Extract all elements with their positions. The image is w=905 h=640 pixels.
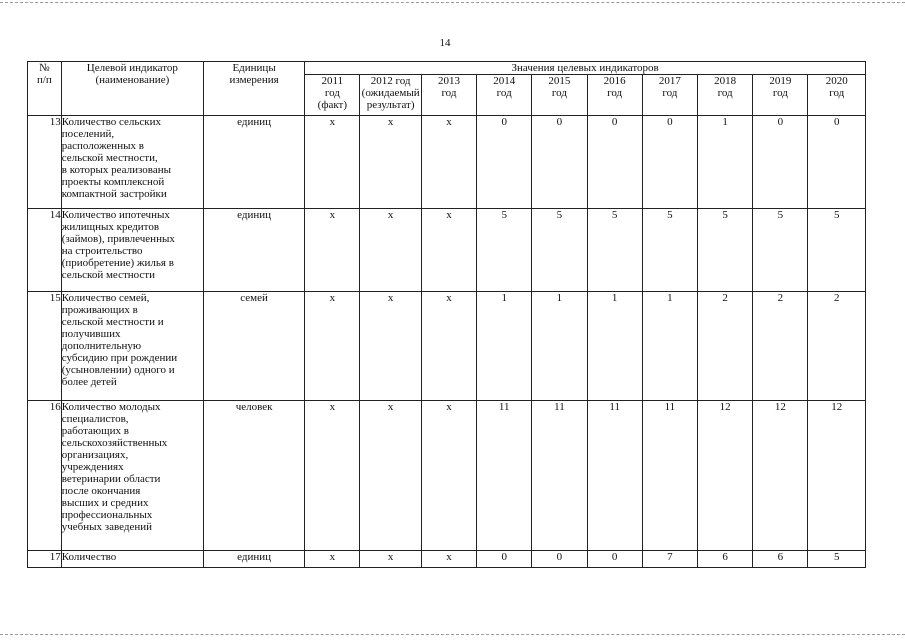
value-cell: х: [421, 292, 476, 401]
value-cell: 6: [753, 551, 808, 568]
table-row: [28, 292, 866, 401]
value-cell: 11: [477, 401, 532, 551]
value-cell: 0: [532, 551, 587, 568]
indicator-name: Количество молодых специалистов, работающих в сельскохозяйственных организациях, учреждениях ветеринарии области после окончания высших и средних профессиональных учебных заведений: [61, 401, 203, 551]
row-number: 14: [28, 209, 62, 292]
value-cell: х: [421, 551, 476, 568]
indicator-name: Количество ипотечных жилищных кредитов (займов), привлеченных на строительство (приобретение) жилья в сельской местности: [61, 209, 203, 292]
unit-cell: человек: [203, 401, 304, 551]
header-year-2016: 2016 год: [587, 75, 642, 116]
indicator-name: Количество семей, проживающих в сельской местности и получивших дополнительную субсидию при рождении (усыновлении) одного и более детей: [61, 292, 203, 401]
row-number: 15: [28, 292, 62, 401]
page-number: 14: [439, 37, 451, 49]
table-row: [28, 551, 866, 568]
target-indicators-table: [27, 61, 866, 568]
value-cell: 11: [532, 401, 587, 551]
value-cell: х: [305, 292, 360, 401]
unit-cell: семей: [203, 292, 304, 401]
row-number: 17: [28, 551, 62, 568]
value-cell: 2: [698, 292, 753, 401]
value-cell: 1: [698, 116, 753, 209]
value-cell: 6: [698, 551, 753, 568]
value-cell: 1: [587, 292, 642, 401]
value-cell: х: [360, 401, 421, 551]
header-values-group: Значения целевых индикаторов: [305, 62, 866, 75]
value-cell: 2: [808, 292, 866, 401]
value-cell: х: [305, 551, 360, 568]
value-cell: 5: [753, 209, 808, 292]
unit-cell: единиц: [203, 551, 304, 568]
row-number: 16: [28, 401, 62, 551]
value-cell: 5: [532, 209, 587, 292]
value-cell: 0: [532, 116, 587, 209]
value-cell: 5: [808, 551, 866, 568]
scan-edge-top: [0, 2, 905, 3]
value-cell: 11: [587, 401, 642, 551]
value-cell: х: [360, 292, 421, 401]
header-num: № п/п: [28, 62, 62, 116]
unit-cell: единиц: [203, 209, 304, 292]
value-cell: 1: [477, 292, 532, 401]
value-cell: 11: [642, 401, 697, 551]
header-unit: Единицы измерения: [203, 62, 304, 116]
unit-cell: единиц: [203, 116, 304, 209]
indicator-name: Количество: [61, 551, 203, 568]
value-cell: 1: [532, 292, 587, 401]
value-cell: 2: [753, 292, 808, 401]
value-cell: 0: [587, 551, 642, 568]
value-cell: 5: [808, 209, 866, 292]
value-cell: 0: [642, 116, 697, 209]
value-cell: х: [305, 401, 360, 551]
value-cell: х: [360, 551, 421, 568]
value-cell: 5: [587, 209, 642, 292]
value-cell: 5: [477, 209, 532, 292]
header-year-2013: 2013 год: [421, 75, 476, 116]
table-row: [28, 209, 866, 292]
value-cell: 0: [477, 116, 532, 209]
value-cell: х: [360, 209, 421, 292]
value-cell: 12: [808, 401, 866, 551]
header-year-2012: 2012 год (ожидаемый результат): [360, 75, 421, 116]
value-cell: 1: [642, 292, 697, 401]
value-cell: х: [360, 116, 421, 209]
header-indicator-name: Целевой индикатор (наименование): [61, 62, 203, 116]
header-year-2020: 2020 год: [808, 75, 866, 116]
value-cell: х: [421, 209, 476, 292]
value-cell: х: [421, 116, 476, 209]
scan-edge-bottom: [0, 634, 905, 635]
indicator-name: Количество сельских поселений, расположенных в сельской местности, в которых реализованы проекты комплексной компактной застройки: [61, 116, 203, 209]
value-cell: х: [305, 116, 360, 209]
value-cell: 5: [698, 209, 753, 292]
value-cell: 0: [477, 551, 532, 568]
header-year-2011: 2011 год (факт): [305, 75, 360, 116]
table-row: [28, 116, 866, 209]
row-number: 13: [28, 116, 62, 209]
value-cell: 7: [642, 551, 697, 568]
value-cell: 12: [753, 401, 808, 551]
value-cell: 0: [753, 116, 808, 209]
header-year-2019: 2019 год: [753, 75, 808, 116]
header-year-2018: 2018 год: [698, 75, 753, 116]
header-year-2014: 2014 год: [477, 75, 532, 116]
value-cell: 0: [808, 116, 866, 209]
value-cell: х: [305, 209, 360, 292]
value-cell: 12: [698, 401, 753, 551]
value-cell: х: [421, 401, 476, 551]
table-row: [28, 401, 866, 551]
header-year-2017: 2017 год: [642, 75, 697, 116]
header-row-top: [28, 62, 866, 75]
value-cell: 0: [587, 116, 642, 209]
header-year-2015: 2015 год: [532, 75, 587, 116]
value-cell: 5: [642, 209, 697, 292]
